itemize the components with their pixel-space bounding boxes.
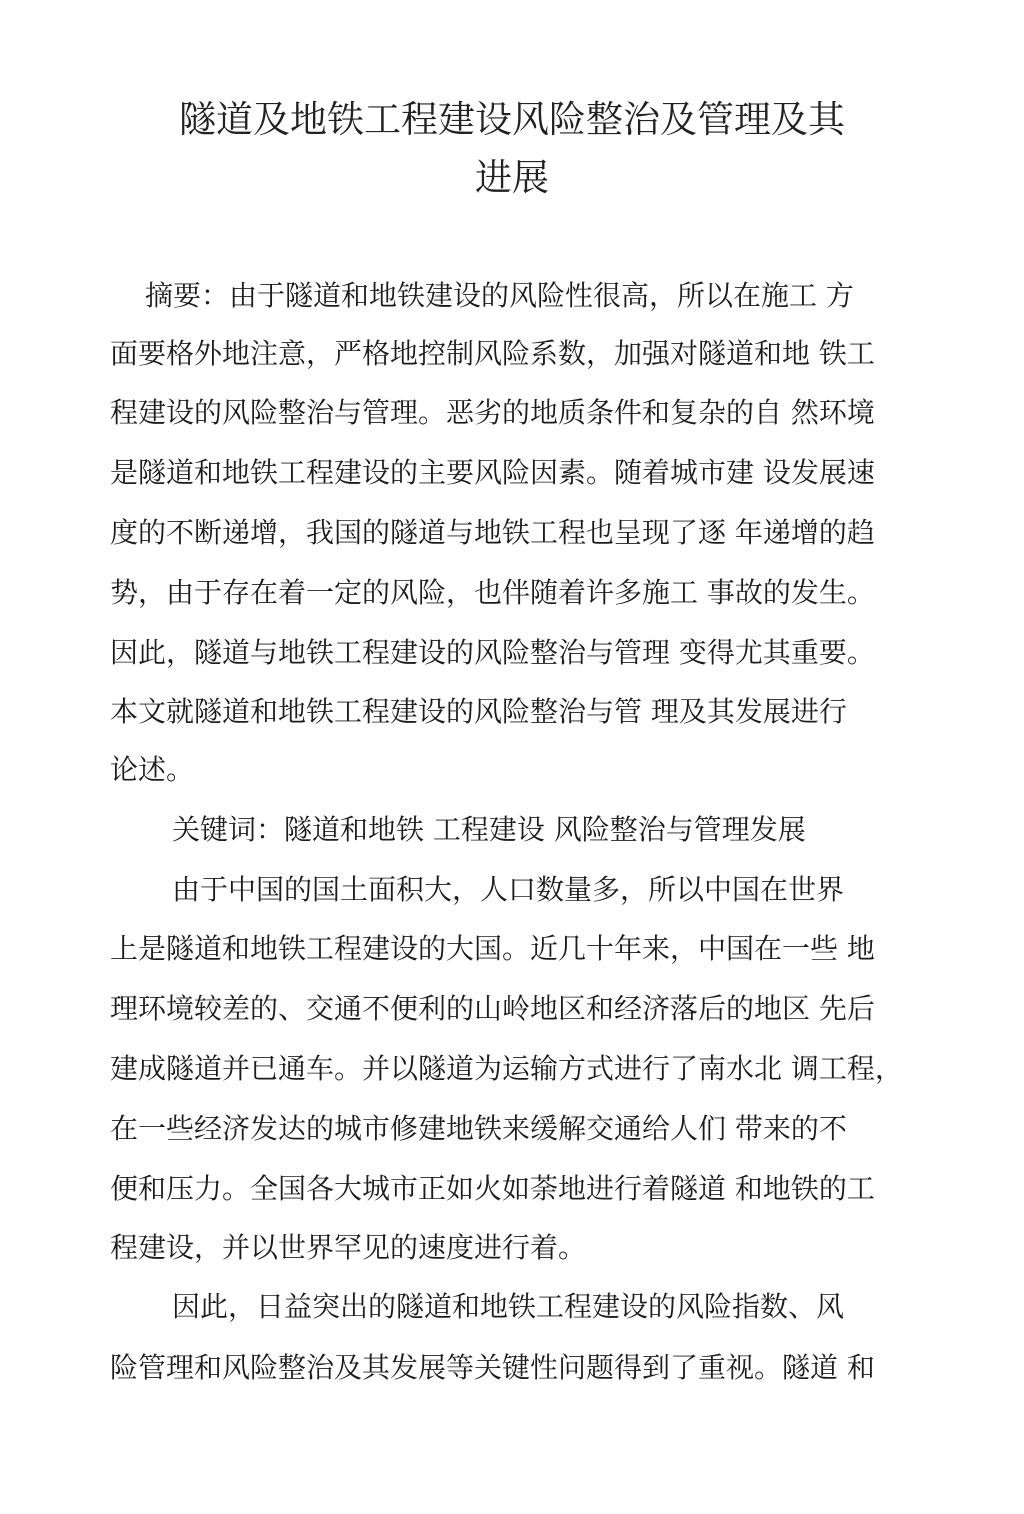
para1-line-1: 由于中国的国土面积大，人口数量多，所以中国在世界 (172, 873, 845, 906)
abstract-line-5: 度的不断递增，我国的隧道与地铁工程也呈现了逐 年递增的趋 (110, 516, 875, 549)
para1-line-7: 程建设，并以世界罕见的速度进行着。 (110, 1231, 587, 1264)
abstract-line-9: 论述。 (110, 753, 195, 786)
para2-line-1: 因此，日益突出的隧道和地铁工程建设的风险指数、风 (172, 1290, 845, 1323)
keywords-line: 关键词：隧道和地铁 工程建设 风险整治与管理发展 (172, 813, 806, 846)
abstract-line-1: 摘要：由于隧道和地铁建设的风险性很高，所以在施工 方 (145, 279, 854, 312)
document-title-line-2: 进展 (475, 156, 549, 199)
abstract-line-4: 是隧道和地铁工程建设的主要风险因素。随着城市建 设发展速 (110, 456, 875, 489)
para1-line-5: 在一些经济发达的城市修建地铁来缓解交通给人们 带来的不 (110, 1112, 847, 1145)
para2-line-2: 险管理和风险整治及其发展等关键性问题得到了重视。隧道 和 (110, 1351, 875, 1384)
document-title-line-1: 隧道及地铁工程建设风险整治及管理及其 (179, 98, 845, 141)
para1-line-2: 上是隧道和地铁工程建设的大国。近几十年来，中国在一些 地 (110, 932, 875, 965)
abstract-line-6: 势，由于存在着一定的风险，也伴随着许多施工 事故的发生。 (110, 576, 875, 609)
para1-line-6: 便和压力。全国各大城市正如火如荼地进行着隧道 和地铁的工 (110, 1172, 875, 1205)
para1-line-4: 建成隧道并已通车。并以隧道为运输方式进行了南水北 调工程， (110, 1052, 903, 1085)
abstract-line-3: 程建设的风险整治与管理。恶劣的地质条件和复杂的自 然环境 (110, 396, 875, 429)
abstract-line-7: 因此，隧道与地铁工程建设的风险整治与管理 变得尤其重要。 (110, 636, 875, 669)
para1-line-3: 理环境较差的、交通不便利的山岭地区和经济落后的地区 先后 (110, 992, 875, 1025)
abstract-line-8: 本文就隧道和地铁工程建设的风险整治与管 理及其发展进行 (110, 695, 847, 728)
abstract-line-2: 面要格外地注意，严格地控制风险系数，加强对隧道和地 铁工 (110, 337, 875, 370)
